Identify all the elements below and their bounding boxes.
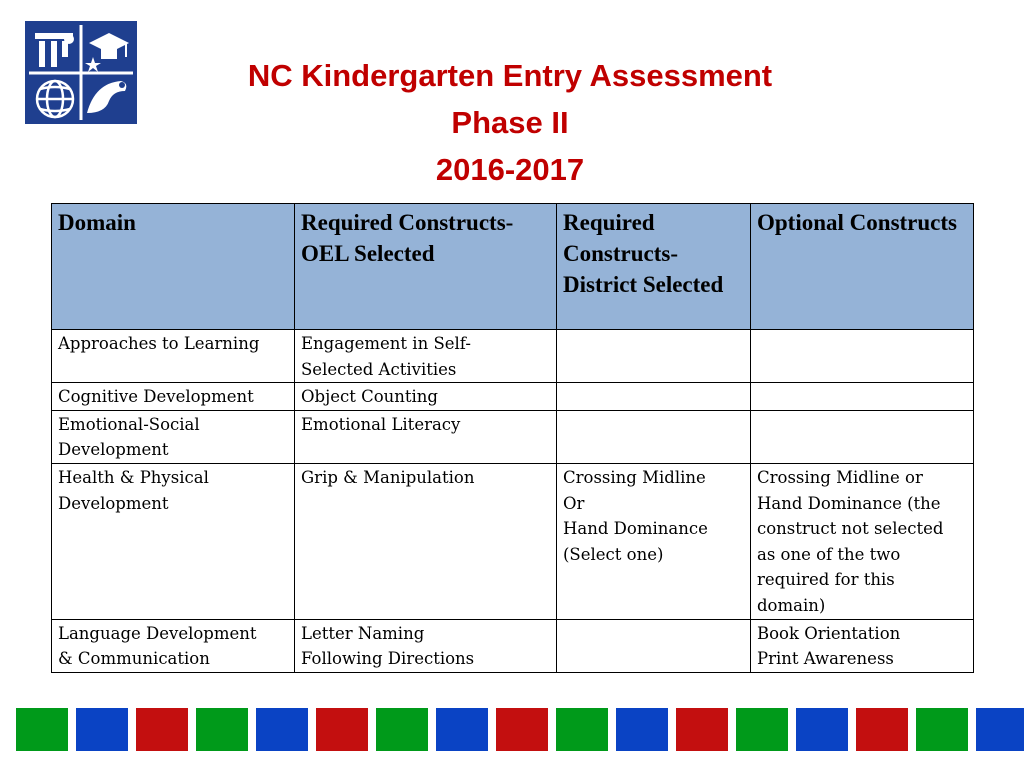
cell-text: Selected Activities [301,359,457,379]
header-required-district: Required Constructs-District Selected [557,204,751,330]
header-optional: Optional Constructs [751,204,974,330]
title-line-1: NC Kindergarten Entry Assessment [247,58,773,93]
title-line-2: Phase II [451,105,569,140]
cell-text: as one of the two [757,544,901,564]
cell-oel [295,463,557,619]
cell-text: Development [58,493,169,513]
cell-text: construct not selected [757,519,944,539]
table-row [52,463,974,619]
footer-square [256,708,308,751]
cell-oel [295,410,557,463]
cell-text: domain) [757,595,826,615]
cell-domain [52,383,295,411]
cell-domain [52,410,295,463]
cell-text: Approaches to Learning [58,334,260,353]
footer-square [736,708,788,751]
footer-square [136,708,188,751]
footer-square [856,708,908,751]
nc-dpi-logo-icon [25,21,137,124]
cell-text: Cognitive Development [58,387,254,407]
footer-square [436,708,488,751]
cell-text: Crossing Midline or [757,467,923,487]
title-line-3: 2016-2017 [435,152,585,187]
table-row [52,410,974,463]
footer-color-bar [16,708,1024,751]
cell-text: Engagement in Self- [301,334,471,353]
cell-text: Book Orientation [757,623,901,643]
footer-square [556,708,608,751]
cell-text: Grip & Manipulation [301,467,475,487]
header-domain: Domain [52,204,295,330]
footer-square [796,708,848,751]
cell-text: Following Directions [301,649,475,669]
cell-text: (Select one) [563,544,664,564]
cell-oel [295,619,557,672]
page-title [180,52,840,193]
cell-text: & Communication [58,649,210,669]
footer-square [76,708,128,751]
cell-text: Print Awareness [757,649,894,669]
cell-oel [295,383,557,411]
footer-square [916,708,968,751]
cell-district [557,383,751,411]
footer-square [316,708,368,751]
footer-square [676,708,728,751]
cell-text: Hand Dominance [563,519,708,539]
cell-text: Or [563,493,585,513]
table-header-row [52,204,974,330]
cell-text: Crossing Midline [563,467,706,487]
cell-text: Object Counting [301,387,438,407]
footer-square [976,708,1024,751]
cell-oel [295,330,557,383]
table-body [52,330,974,673]
cell-optional [751,383,974,411]
cell-text: Development [58,440,169,460]
cell-optional [751,619,974,672]
cell-domain [52,330,295,383]
cell-text: Letter Naming [301,623,425,643]
cell-text: Language Development [58,623,257,643]
footer-square [376,708,428,751]
footer-square [16,708,68,751]
cell-text: required for this [757,570,895,590]
cell-domain [52,463,295,619]
cell-optional [751,463,974,619]
cell-domain [52,619,295,672]
footer-square [196,708,248,751]
cell-optional [751,410,974,463]
table-row [52,383,974,411]
footer-square [496,708,548,751]
cell-district [557,619,751,672]
constructs-table [51,203,974,673]
cell-district [557,463,751,619]
cell-optional [751,330,974,383]
cell-district [557,410,751,463]
cell-district [557,330,751,383]
footer-square [616,708,668,751]
cell-text: Health & Physical [58,467,209,487]
header-required-oel: Required Constructs-OEL Selected [295,204,557,330]
table-row [52,330,974,383]
cell-text: Hand Dominance (the [757,493,941,513]
cell-text: Emotional Literacy [301,414,461,434]
cell-text: Emotional-Social [58,414,200,434]
table-row [52,619,974,672]
